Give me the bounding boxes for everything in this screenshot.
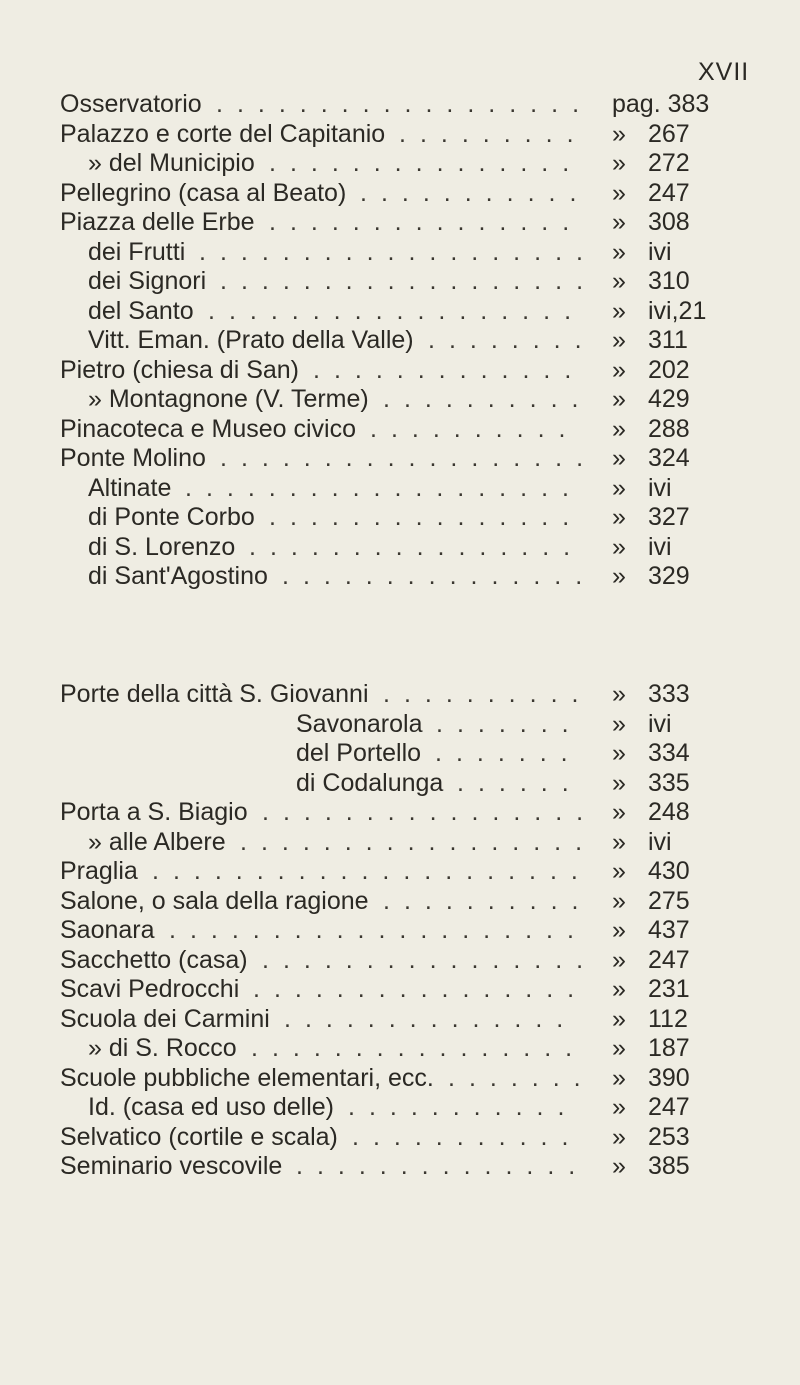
index-entry bbox=[0, 916, 800, 946]
index-entry bbox=[0, 857, 800, 887]
page-value: pag. 383 bbox=[612, 90, 710, 118]
ditto-mark: » bbox=[612, 267, 626, 295]
entry-label: Pinacoteca e Museo civico bbox=[60, 414, 356, 443]
page-reference bbox=[612, 503, 690, 533]
index-entry bbox=[0, 680, 800, 710]
page-value: 187 bbox=[648, 1034, 690, 1062]
page-value: 324 bbox=[648, 444, 690, 472]
index-entry bbox=[0, 208, 800, 238]
index-block-one bbox=[0, 90, 800, 592]
page-value: 311 bbox=[648, 326, 688, 354]
ditto-mark: » bbox=[612, 1093, 626, 1121]
ditto-mark: » bbox=[612, 1034, 626, 1062]
page-reference bbox=[612, 356, 690, 386]
entry-label: Vitt. Eman. (Prato della Valle) bbox=[88, 326, 414, 354]
leader-dots: ................ bbox=[262, 945, 598, 974]
index-entry bbox=[0, 769, 800, 799]
entry-label: dei Signori bbox=[88, 267, 207, 295]
page-value: 329 bbox=[648, 562, 690, 590]
leader-dots: ....... bbox=[448, 1063, 595, 1092]
page-reference bbox=[612, 1093, 690, 1123]
entry-label: Praglia bbox=[60, 857, 138, 885]
entry-label: Piazza delle Erbe bbox=[60, 208, 255, 236]
entry-label: Pellegrino (casa al Beato) bbox=[60, 178, 347, 207]
page-value: 333 bbox=[648, 680, 690, 708]
ditto-mark: » bbox=[612, 680, 626, 708]
index-entry bbox=[0, 149, 800, 179]
ditto-mark: » bbox=[612, 562, 626, 590]
page-value: 231 bbox=[648, 975, 690, 1003]
leader-dots: ............... bbox=[269, 208, 584, 236]
index-entry bbox=[0, 1152, 800, 1182]
page-number: XVII bbox=[698, 58, 750, 86]
page-value: 248 bbox=[648, 798, 690, 826]
ditto-mark: » bbox=[612, 1122, 626, 1151]
page-reference bbox=[612, 710, 672, 740]
leader-dots: .......... bbox=[383, 680, 593, 708]
ditto-mark: » bbox=[612, 296, 626, 325]
leader-dots: ..................... bbox=[152, 857, 592, 885]
entry-label: Id. (casa ed uso delle) bbox=[88, 1093, 334, 1121]
page-value: ivi bbox=[648, 709, 672, 738]
entry-label: Scuola dei Carmini bbox=[60, 1004, 270, 1033]
ditto-mark: » bbox=[612, 355, 626, 384]
page-value: 430 bbox=[648, 857, 690, 885]
ditto-mark: » bbox=[612, 857, 626, 885]
index-entry bbox=[0, 1123, 800, 1153]
page-reference bbox=[612, 769, 690, 799]
index-entry bbox=[0, 503, 800, 533]
entry-label: Osservatorio bbox=[60, 90, 202, 118]
leader-dots: .................. bbox=[208, 296, 586, 325]
page-reference bbox=[612, 828, 672, 858]
index-entry bbox=[0, 474, 800, 504]
ditto-mark: » bbox=[612, 709, 626, 738]
page-reference bbox=[612, 887, 690, 917]
page-value: 310 bbox=[648, 267, 690, 295]
index-entry bbox=[0, 1093, 800, 1123]
ditto-mark: » bbox=[612, 208, 626, 236]
page-reference bbox=[612, 916, 690, 946]
entry-label: Sacchetto (casa) bbox=[60, 945, 248, 974]
ditto-mark: » bbox=[612, 473, 626, 502]
page-value: 267 bbox=[648, 119, 690, 148]
index-entry bbox=[0, 1034, 800, 1064]
page-reference bbox=[612, 975, 690, 1005]
entry-label: Scavi Pedrocchi bbox=[60, 975, 240, 1003]
page-reference bbox=[612, 946, 690, 976]
leader-dots: ........... bbox=[360, 178, 591, 207]
leader-dots: ............... bbox=[269, 503, 584, 531]
index-entry bbox=[0, 1064, 800, 1094]
entry-label: del Portello bbox=[296, 739, 422, 767]
page-value: 253 bbox=[648, 1122, 690, 1151]
index-entry bbox=[0, 120, 800, 150]
page-reference bbox=[612, 120, 690, 150]
ditto-mark: » bbox=[612, 827, 626, 856]
page-reference bbox=[612, 415, 690, 445]
entry-label: Scuole pubbliche elementari, ecc. bbox=[60, 1063, 434, 1092]
leader-dots: ........... bbox=[352, 1122, 583, 1151]
page-reference bbox=[612, 385, 690, 415]
leader-dots: ...... bbox=[457, 768, 583, 797]
leader-dots: ................... bbox=[199, 237, 597, 266]
page-reference bbox=[612, 798, 690, 828]
ditto-mark: » bbox=[612, 739, 626, 767]
page-reference bbox=[612, 1034, 690, 1064]
page-reference bbox=[612, 267, 690, 297]
page-value: 390 bbox=[648, 1063, 690, 1092]
page-reference bbox=[612, 238, 672, 268]
page-reference bbox=[612, 326, 688, 356]
page-value: ivi bbox=[648, 473, 672, 502]
leader-dots: ................ bbox=[249, 532, 585, 561]
ditto-mark: » bbox=[612, 119, 626, 148]
index-entry bbox=[0, 444, 800, 474]
leader-dots: .................. bbox=[216, 90, 594, 118]
page-reference bbox=[612, 1005, 688, 1035]
leader-dots: ................ bbox=[262, 798, 598, 826]
index-entry bbox=[0, 179, 800, 209]
ditto-mark: » bbox=[612, 916, 626, 944]
ditto-mark: » bbox=[612, 1152, 626, 1180]
entry-label: Savonarola bbox=[296, 709, 423, 738]
entry-label: Selvatico (cortile e scala) bbox=[60, 1122, 338, 1151]
index-block-two bbox=[0, 680, 800, 1182]
leader-dots: ........ bbox=[428, 326, 596, 354]
page-value: 247 bbox=[648, 1093, 690, 1121]
entry-label: di Sant'Agostino bbox=[88, 562, 268, 590]
ditto-mark: » bbox=[612, 326, 626, 354]
entry-label: » del Municipio bbox=[88, 149, 255, 177]
ditto-mark: » bbox=[612, 1063, 626, 1092]
index-entry bbox=[0, 1005, 800, 1035]
entry-label: Porte della città S. Giovanni bbox=[60, 680, 369, 708]
page-value: 437 bbox=[648, 916, 690, 944]
page-reference bbox=[612, 739, 690, 769]
page-reference bbox=[612, 1152, 690, 1182]
entry-label: Ponte Molino bbox=[60, 444, 206, 472]
leader-dots: .......... bbox=[383, 886, 593, 915]
leader-dots: ....... bbox=[436, 709, 583, 738]
entry-label: di Codalunga bbox=[296, 768, 444, 797]
page-reference bbox=[612, 297, 706, 327]
page-reference bbox=[612, 149, 690, 179]
ditto-mark: » bbox=[612, 149, 626, 177]
leader-dots: .......... bbox=[383, 385, 593, 413]
entry-label: » di S. Rocco bbox=[88, 1034, 237, 1062]
leader-dots: ....... bbox=[435, 739, 582, 767]
page-value: 247 bbox=[648, 178, 690, 207]
ditto-mark: » bbox=[612, 532, 626, 561]
index-entry bbox=[0, 415, 800, 445]
entry-label: del Santo bbox=[88, 296, 194, 325]
leader-dots: ................ bbox=[251, 1034, 587, 1062]
leader-dots: ............... bbox=[282, 562, 597, 590]
index-entry bbox=[0, 946, 800, 976]
page-reference bbox=[612, 90, 709, 120]
ditto-mark: » bbox=[612, 945, 626, 974]
ditto-mark: » bbox=[612, 414, 626, 443]
leader-dots: .............. bbox=[296, 1152, 590, 1180]
ditto-mark: » bbox=[612, 385, 626, 413]
index-entry bbox=[0, 975, 800, 1005]
page-value: 275 bbox=[648, 886, 690, 915]
leader-dots: .................. bbox=[220, 444, 598, 472]
page-value: ivi bbox=[648, 237, 672, 266]
index-entry bbox=[0, 887, 800, 917]
page-reference bbox=[612, 857, 690, 887]
entry-label: Palazzo e corte del Capitanio bbox=[60, 119, 386, 148]
page-value: 429 bbox=[648, 385, 690, 413]
page-value: 202 bbox=[648, 355, 690, 384]
index-entry bbox=[0, 562, 800, 592]
page-value: 308 bbox=[648, 208, 690, 236]
entry-label: Altinate bbox=[88, 473, 172, 502]
leader-dots: ............. bbox=[313, 355, 586, 384]
entry-label: dei Frutti bbox=[88, 237, 186, 266]
entry-label: Seminario vescovile bbox=[60, 1152, 283, 1180]
page-value: 334 bbox=[648, 739, 690, 767]
entry-label: Pietro (chiesa di San) bbox=[60, 355, 300, 384]
page-reference bbox=[612, 179, 690, 209]
entry-label: » alle Albere bbox=[88, 827, 226, 856]
leader-dots: .................... bbox=[169, 916, 588, 944]
index-entry bbox=[0, 297, 800, 327]
entry-label: Porta a S. Biagio bbox=[60, 798, 248, 826]
page-reference bbox=[612, 474, 672, 504]
page-reference bbox=[612, 208, 690, 238]
index-entry bbox=[0, 356, 800, 386]
index-entry bbox=[0, 267, 800, 297]
leader-dots: ......... bbox=[399, 119, 588, 148]
entry-label: di S. Lorenzo bbox=[88, 532, 236, 561]
index-entry bbox=[0, 533, 800, 563]
page-value: 272 bbox=[648, 149, 690, 177]
leader-dots: ................. bbox=[240, 827, 597, 856]
index-entry bbox=[0, 739, 800, 769]
ditto-mark: » bbox=[612, 1004, 626, 1033]
page-reference bbox=[612, 444, 690, 474]
ditto-mark: » bbox=[612, 886, 626, 915]
index-entry bbox=[0, 710, 800, 740]
page-value: ivi,21 bbox=[648, 296, 707, 325]
index-entry bbox=[0, 385, 800, 415]
index-entry bbox=[0, 828, 800, 858]
entry-label: » Montagnone (V. Terme) bbox=[88, 385, 369, 413]
leader-dots: .......... bbox=[370, 414, 580, 443]
page-reference bbox=[612, 562, 690, 592]
ditto-mark: » bbox=[612, 798, 626, 826]
page-value: 112 bbox=[648, 1004, 688, 1033]
ditto-mark: » bbox=[612, 503, 626, 531]
entry-label: Salone, o sala della ragione bbox=[60, 886, 369, 915]
page-reference bbox=[612, 533, 672, 563]
leader-dots: ................... bbox=[185, 473, 583, 502]
index-entry bbox=[0, 238, 800, 268]
leader-dots: ................ bbox=[253, 975, 589, 1003]
ditto-mark: » bbox=[612, 444, 626, 472]
index-entry bbox=[0, 90, 800, 120]
leader-dots: ........... bbox=[348, 1093, 579, 1121]
page-value: 247 bbox=[648, 945, 690, 974]
entry-label: Saonara bbox=[60, 916, 155, 944]
page-value: 385 bbox=[648, 1152, 690, 1180]
page-value: ivi bbox=[648, 532, 672, 561]
page-value: 288 bbox=[648, 414, 690, 443]
page-reference bbox=[612, 1064, 690, 1094]
leader-dots: .............. bbox=[284, 1004, 578, 1033]
page-value: 335 bbox=[648, 768, 690, 797]
entry-label: di Ponte Corbo bbox=[88, 503, 255, 531]
ditto-mark: » bbox=[612, 178, 626, 207]
ditto-mark: » bbox=[612, 975, 626, 1003]
page-reference bbox=[612, 1123, 690, 1153]
ditto-mark: » bbox=[612, 237, 626, 266]
page-value: 327 bbox=[648, 503, 690, 531]
page-value: ivi bbox=[648, 827, 672, 856]
index-entry bbox=[0, 326, 800, 356]
leader-dots: ............... bbox=[269, 149, 584, 177]
ditto-mark: » bbox=[612, 768, 626, 797]
page-reference bbox=[612, 680, 690, 710]
index-entry bbox=[0, 798, 800, 828]
leader-dots: .................. bbox=[220, 267, 598, 295]
